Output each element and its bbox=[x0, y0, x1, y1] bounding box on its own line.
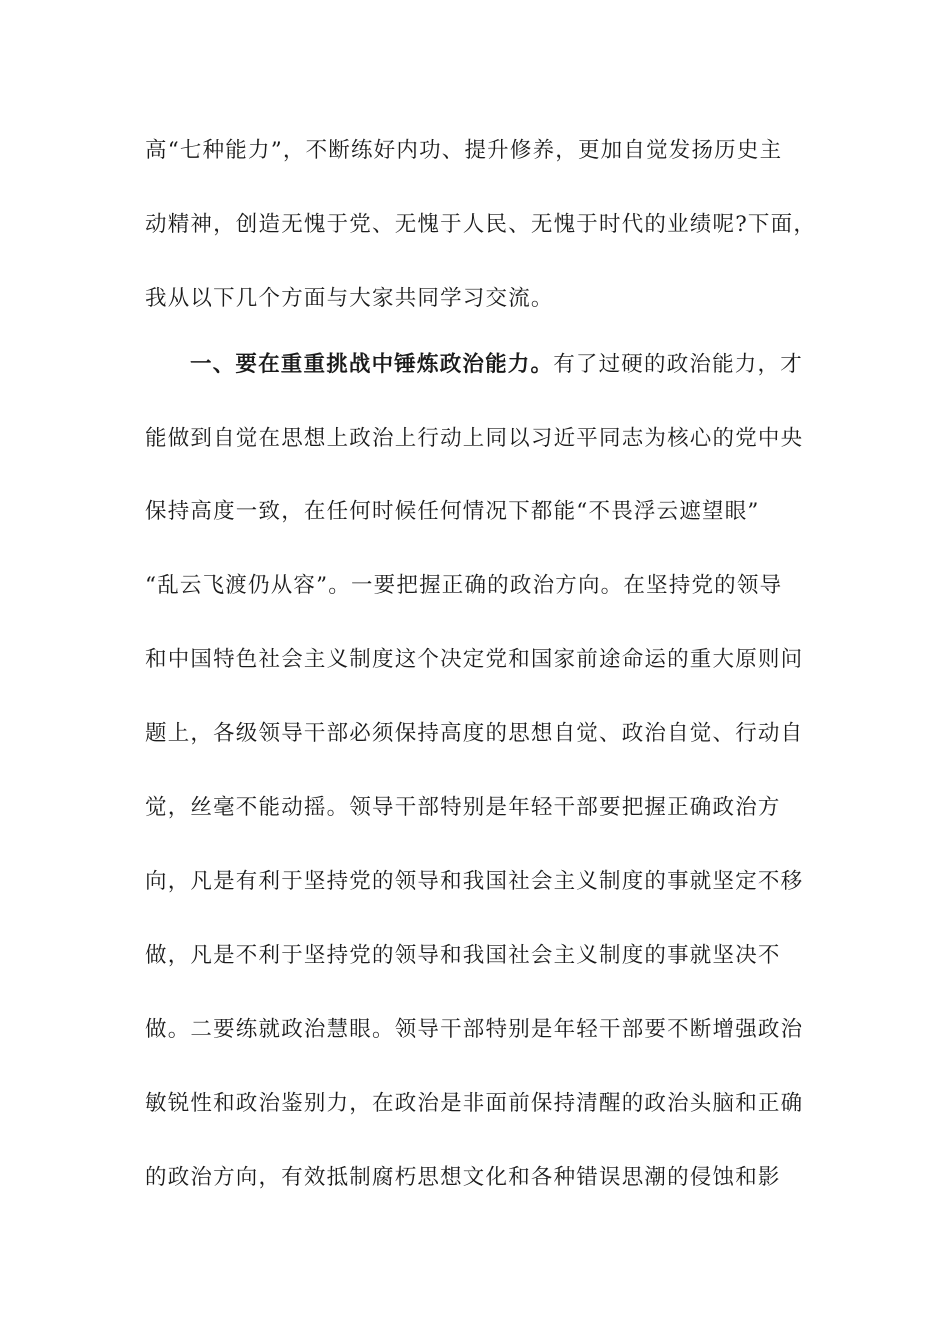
text-line: 向，凡是有利于坚持党的领导和我国社会主义制度的事就坚定不移 bbox=[145, 869, 804, 894]
text-line: 的政治方向，有效抵制腐朽思想文化和各种错误思潮的侵蚀和影 bbox=[145, 1165, 781, 1190]
section-heading-line bbox=[190, 350, 850, 380]
section-heading: 一、要在重重挑战中锤炼政治能力。 bbox=[190, 352, 554, 377]
text-line-rest: 有了过硬的政治能力，才 bbox=[553, 352, 803, 377]
text-line: 能做到自觉在思想上政治上行动上同以习近平同志为核心的党中央 bbox=[145, 426, 804, 451]
text-line: 做，凡是不利于坚持党的领导和我国社会主义制度的事就坚决不 bbox=[145, 943, 781, 968]
text-line: 觉，丝毫不能动摇。领导干部特别是年轻干部要把握正确政治方 bbox=[145, 795, 781, 820]
text-line: “乱云飞渡仍从容”。一要把握正确的政治方向。在坚持党的领导 bbox=[145, 573, 783, 598]
text-line: 保持高度一致，在任何时候任何情况下都能“不畏浮云遮望眼” bbox=[145, 499, 760, 524]
text-line: 我从以下几个方面与大家共同学习交流。 bbox=[145, 286, 554, 311]
text-line: 和中国特色社会主义制度这个决定党和国家前途命运的重大原则问 bbox=[145, 647, 804, 672]
text-line: 敏锐性和政治鉴别力，在政治是非面前保持清醒的政治头脑和正确 bbox=[145, 1091, 804, 1116]
text-line: 动精神，创造无愧于党、无愧于人民、无愧于时代的业绩呢?下面， bbox=[145, 212, 817, 237]
text-line: 高“七种能力”，不断练好内功、提升修养，更加自觉发扬历史主 bbox=[145, 138, 783, 163]
text-line: 题上，各级领导干部必须保持高度的思想自觉、政治自觉、行动自 bbox=[145, 721, 804, 746]
text-line: 做。二要练就政治慧眼。领导干部特别是年轻干部要不断增强政治 bbox=[145, 1017, 804, 1042]
